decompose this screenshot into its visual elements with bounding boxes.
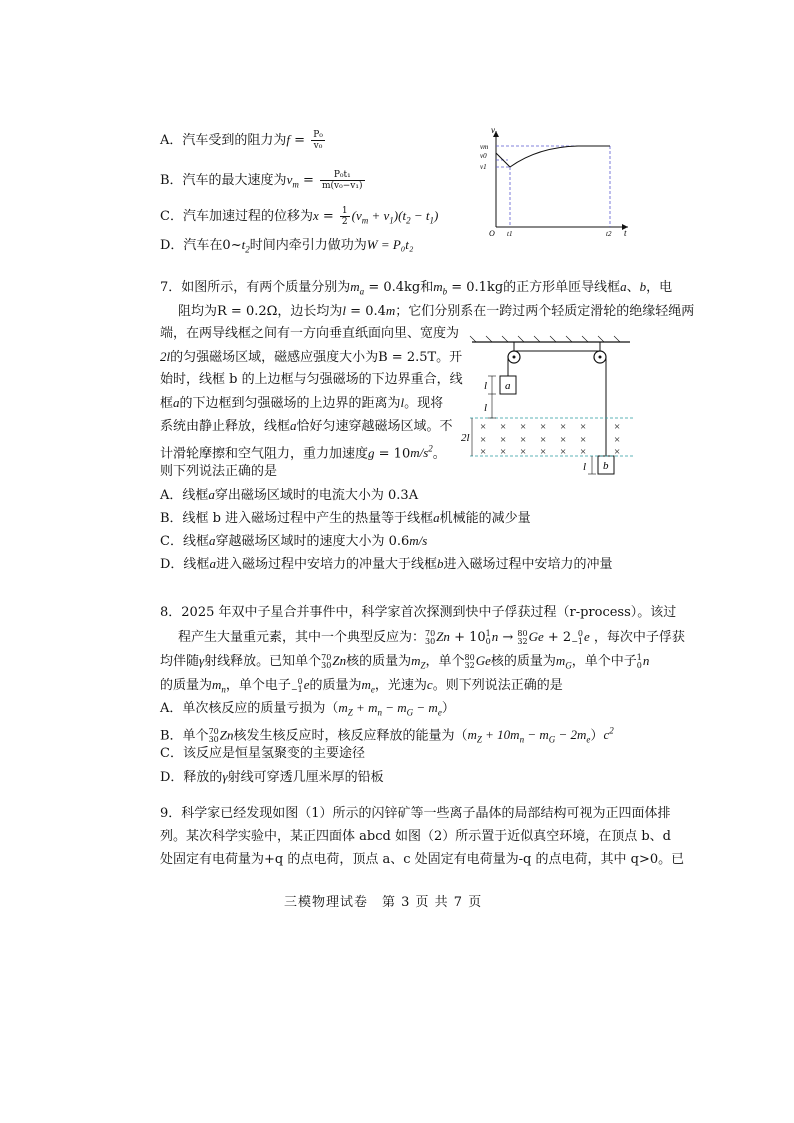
svg-text:×: × bbox=[614, 446, 621, 458]
q7-line9: 则下列说法正确的是 bbox=[160, 464, 278, 479]
q7-magnetic-field-diagram bbox=[462, 332, 642, 482]
q6-option-c: C．汽车加速过程的位移为x = $\frac{1}{2}$ $(v_m + v_1)(t_2 - t_1)$ bbox=[160, 206, 439, 227]
svg-text:×: × bbox=[560, 446, 567, 458]
graph-v-label: v bbox=[491, 125, 495, 135]
svg-text:×: × bbox=[540, 421, 547, 433]
graph-t1-label: t1 bbox=[507, 230, 513, 238]
svg-text:×: × bbox=[520, 421, 527, 433]
svg-text:×: × bbox=[560, 434, 567, 446]
q7-line6: 框a的下边框到匀强磁场的上边界的距离为l。现将 bbox=[160, 395, 444, 411]
graph-vm-label: vm bbox=[480, 143, 489, 151]
q9-line3: 处固定有电荷量为+q 的点电荷，顶点 a、c 处固定有电荷量为-q 的点电荷，其中 q>0。已 bbox=[160, 852, 685, 867]
q7-option-d: D．线框a进入磁场过程中安培力的冲量大于线框b进入磁场过程中安培力的冲量 bbox=[160, 556, 613, 572]
q6-vt-graph bbox=[478, 125, 638, 240]
q7-line7: 系统由静止释放，线框a恰好匀速穿越磁场区域。不 bbox=[160, 418, 453, 434]
svg-text:×: × bbox=[480, 446, 487, 458]
q8-line1: 8．2025 年双中子星合并事件中，科学家首次探测到快中子俘获过程（r-process）。该过 bbox=[160, 605, 677, 620]
q8-line3: 均伴随γ射线释放。已知单个 70 30 Zn核的质量为$m_Z$，单个 80 32 Ge核的质量为$m_G$，单个中子 1 0 n bbox=[160, 652, 650, 671]
q7-option-b: B．线框 b 进入磁场过程中产生的热量等于线框a机械能的减少量 bbox=[160, 510, 531, 526]
dim-2l: 2l bbox=[461, 432, 470, 444]
svg-text:×: × bbox=[520, 446, 527, 458]
q6-option-d: D．汽车在$0\sim t_2$时间内牵引力做功为W = P₀t₂ bbox=[160, 237, 414, 255]
dim-l-gap: l bbox=[484, 402, 488, 414]
svg-text:×: × bbox=[540, 446, 547, 458]
frame-a-label: a bbox=[505, 380, 511, 392]
svg-text:×: × bbox=[614, 434, 621, 446]
svg-text:×: × bbox=[614, 421, 621, 433]
q6-option-b: B．汽车的最大速度为$v_m$ = $\frac{\text{P₀t₁}}{\text{m(v₀−v₁)}}$ bbox=[160, 170, 363, 191]
graph-t-label: t bbox=[624, 228, 627, 238]
svg-text:×: × bbox=[580, 446, 587, 458]
graph-v0-label: v0 bbox=[480, 152, 487, 160]
q8-line4: 的质量为$m_n$，单个电子 0 −1 e的质量为$m_e$，光速为c。则下列说法正确的是 bbox=[160, 676, 563, 695]
q7-line4: 2l的匀强磁场区域，磁感应强度大小为B = 2.5T。开 bbox=[160, 349, 463, 365]
dim-l-a: l bbox=[484, 380, 488, 392]
svg-text:×: × bbox=[480, 434, 487, 446]
q7-line5: 始时，线框 b 的上边框与匀强磁场的下边界重合，线 bbox=[160, 372, 463, 387]
q8-line2: 程产生大量重元素，其中一个典型反应为： 70 30 Zn + 10 1 0 n → 80 32 Ge + 2 0 −1 e ，每次中子俘获 bbox=[178, 628, 685, 646]
svg-text:×: × bbox=[520, 434, 527, 446]
graph-origin: O bbox=[489, 229, 495, 238]
q9-line2: 列。某次科学实验中，某正四面体 abcd 如图（2）所示置于近似真空环境，在顶点 b、d bbox=[160, 829, 671, 844]
dim-l-b: l bbox=[583, 461, 587, 473]
q7-line2: 阻均为R = 0.2Ω，边长均为l = 0.4m；它们分别系在一跨过两个轻质定滑轮的绝缘轻绳两 bbox=[178, 303, 695, 319]
q8-option-a: A．单次核反应的质量亏损为$(m_Z + m_n - m_G - m_e)$ bbox=[160, 700, 455, 718]
svg-text:×: × bbox=[560, 421, 567, 433]
page-footer: 三模物理试卷 第 3 页 共 7 页 bbox=[284, 895, 483, 910]
graph-t2-label: t2 bbox=[606, 230, 612, 238]
q7-line1: 7．如图所示，有两个质量分别为$m_a = 0.4kg$和$m_b = 0.1kg$的正方形单匝导线框a、b，电 bbox=[160, 279, 673, 297]
svg-text:×: × bbox=[540, 434, 547, 446]
svg-text:×: × bbox=[580, 434, 587, 446]
svg-text:×: × bbox=[500, 421, 507, 433]
frame-b-label: b bbox=[603, 460, 609, 472]
q8-option-b: B．单个 70 30 Zn核发生核反应时，核反应释放的能量为$(m_Z + 10m_n - m_G - 2m_e)c^2$ bbox=[160, 726, 614, 745]
svg-text:×: × bbox=[580, 421, 587, 433]
svg-text:×: × bbox=[500, 446, 507, 458]
q7-line8: 计滑轮摩擦和空气阻力，重力加速度$g = 10m/s^2$。 bbox=[160, 444, 446, 462]
svg-text:×: × bbox=[480, 421, 487, 433]
svg-text:×: × bbox=[500, 434, 507, 446]
q7-option-c: C．线框a穿越磁场区域时的速度大小为 0.6m/s bbox=[160, 533, 428, 549]
q7-line3: 端，在两导线框之间有一方向垂直纸面向里、宽度为 bbox=[160, 326, 460, 341]
q8-option-d: D．释放的γ射线可穿透几厘米厚的铅板 bbox=[160, 769, 384, 785]
q6-option-a: A．汽车受到的阻力为f = $\frac{\text{P₀}}{\text{v₀}}$ bbox=[160, 130, 323, 151]
q8-option-c: C．该反应是恒星氢聚变的主要途径 bbox=[160, 746, 365, 761]
q9-line1: 9．科学家已经发现如图（1）所示的闪锌矿等一些离子晶体的局部结构可视为正四面体排 bbox=[160, 806, 671, 821]
q7-option-a: A．线框a穿出磁场区域时的电流大小为 0.3A bbox=[160, 487, 419, 503]
graph-v1-label: v1 bbox=[480, 163, 487, 171]
